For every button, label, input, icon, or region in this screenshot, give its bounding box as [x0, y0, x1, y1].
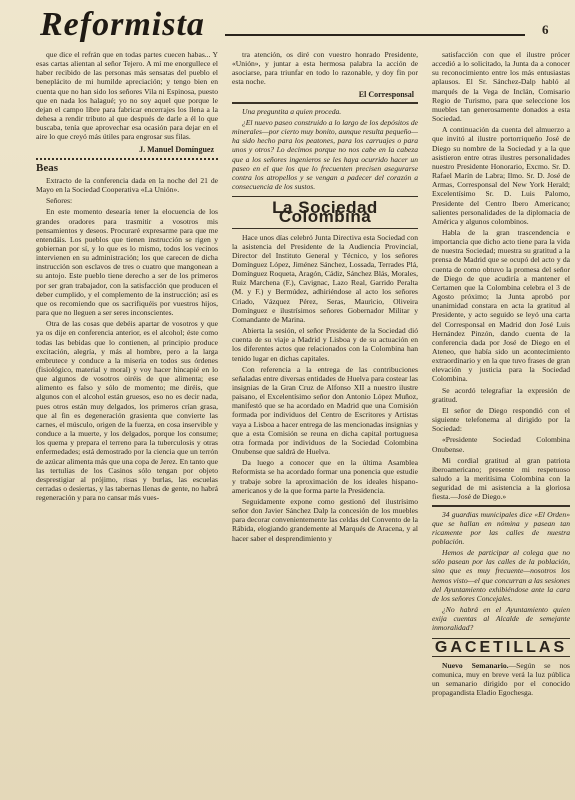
divider [432, 656, 570, 657]
col2-p1: tra atención, os diré con vuestro honrado Presidente, «Unión», y juntar a esta hermosa palabra la acción de asociarse, para triunfar en todo lo razonable, y doy fin por esta noche. [232, 50, 418, 87]
article-title-colombina: La Sociedad Colombina [272, 198, 378, 227]
column-3 [432, 50, 570, 795]
col3-p6: «Presidente Sociedad Colombina Onubense. [432, 435, 570, 454]
col2-p4: Con referencia a la entrega de las contribuciones señaladas entre diversas entidades de Huelva para costear las insignias de la Gran Cruz de Alfonso XII a nuestro ilustre paisano, el Excelentísimo señor don Antonio López Muñoz, manifestó que se ha acordado en Madrid que una Comisión formada por individuos del Centro de Escritores y Artistas vaya a Lisboa a hacer entrega de las mencionadas insignias y que a esta Comisión se reuna en dicha capital portuguesa otra formada por individuos de la Sociedad Colombina Onubense que saldrá de Huelva. [232, 364, 418, 457]
masthead-rule [225, 34, 525, 36]
column-2 [232, 50, 418, 795]
col2-signature: El Corresponsal [358, 89, 414, 99]
divider [232, 228, 418, 229]
col3-p2: A continuación da cuenta del almuerzo a que invitó al ilustre portorriqueño José de Diego su nombre de la Sociedad y a la que asistieron entre otras ilustres personalidades nuestro Presidente Honorario, Excmo. Sr. D. Rafael Marín de Labra; Ilmo. Sr. D. José de Armas, Corresponsal del New York Herald; Excelentísimo Sr. D. Luis Palomo, Presidente del Centro Ibero Americano; salientes personalidades de la diplomacia de América y algunos colombinos. [432, 125, 570, 226]
col1-signature: J. Manuel Domínguez [139, 144, 214, 154]
gacetilla-text: —Según se nos comunica, muy en breve verá la luz pública un semanario dirigido por el conocido propagandista Eladio Egochesga. [432, 660, 570, 698]
column-1 [36, 50, 218, 795]
col1-p1: Extracto de la conferencia dada en la noche del 21 de Mayo en la Sociedad Cooperativa «La Unión». [36, 175, 218, 195]
masthead [40, 6, 549, 54]
gacetilla-lead: Nuevo Semanario. [442, 660, 509, 670]
col2-p2: Hace unos días celebró Junta Directiva esta Sociedad con la asistencia del Presidente de la Audiencia Provincial, Director del Instituto General y Técnico, y los señores Domínguez López, Jiménez Sánchez, Lossada, Terrades Plá, Domínguez Roqueta, Aragón, Cádiz, Sánchez Blás, Morales, Ruiz Marchena (F.), Cavignac, Lazo Real, Garrido Peralta (M. y F.) y Bermúdez, adhiriéndose al acto los señores Criado, Vázquez Pérez, Seras, Mauricio, Oliveira Domínguez e ilustrísimos señores Gobernador Militar y Comandante de Marina. [232, 232, 418, 324]
col1-p4: Otra de las cosas que debéis apartar de vosotros y que ya os dije en conferencia anterior, es el alcohol; éste como todas las bebidas que lo contienen, al principio produce excitación, alegría, y más al hombre, pero a la larga embrutece y conduce a la miseria en todos sus órdenes (fisiológico, material y moral) y voy hacer hincapié en lo que algunos de vosotros oiréis de que alimenta; ese alimento es falso y sólo de momento; me diréis, que algunos con el alcohol están gruesos, eso no es decir nada, pues otros están muy delgados, los primeros crían grasa, que al fin es degeneración grasienta que convierte las carnes, el músculo, origen de la fuerza, en cosa inservible y conduce a la muerte, y los delgados, porque los consume; los quema y prepara el terreno para la tuberculosis y otras enfermedades; está demostrado por la ciencia que un terrón de azúcar alimenta más que una copa de Jerez. En tanto que las tertulias de los Casinos sólo tengan por objeto desprestigiar al prójimo, risas y burlas, las escuelas cerradas o desiertas, y las tabernas llenas de gente, no habrá regeneración y para no cansar más vues- [36, 319, 218, 503]
section-heading-beas: Beas [36, 161, 58, 174]
col3-p1: satisfacción con que el ilustre prócer accedió a lo solicitado, la Junta da a conocer su reconocimiento entre los más entusiastas aplausos. El Sr. Sánchez-Dalp habló al marqués de la Vega de Inclán, Comisario Regio de Turismo, para que seleccione los muebles tan generosamente donados a esta Sociedad. [432, 50, 570, 124]
col1-intro: que dice el refrán que en todas partes cuecen habas... Y esas cartas alientan al señor Tejero. A mí me enorgullece el haber recibido de las personas más sensatas del pueblo el beneplácito de mi humilde apreciación; y tengo bien en cuenta que no han sido los señores Vila ni Espinosa, puesto que en nada los halagué; yo no soy aquel que porque le dejan el campo libre para fabricar encerrajes los llena a la dehesa a rendir tributo al que después de darle a él lo que buscaba, tenía que aprovechar esa ocasión para dejar en el aire lo que creyó más útiles para engrosar sus filas. [36, 50, 218, 142]
col1-p3: En este momento desearía tener la elocuencia de los grandes oradores para trasmitir a vosotros mis pensamientos y deseos. Procuraré expresarme para que me entendáis. Los pueblos que tienen instrucción se rigen y gobiernan por sí, y lo que es lo mismo, todos los vecinos intervienen en su administración; los que carecen de dicha instrucción son esclavos de tres o cuatro que mangonean a su antojo. Este pueblo tiene derecho a ser de los primeros por ser gran trabajador, con la satisfacción que producen el deber cumplido, y el complemento de la instrucción; así es que os recomiendo que os sacrifiquéis por vuestros hijos, para que no lleguen a ser seres inconscientes. [36, 207, 218, 318]
gacetilla-item [432, 661, 570, 698]
guardias-text-2: Hemos de participar al colega que no sólo pasean por las calles de la población, sino que es muy frecuente—nosotros los hemos visto—el que concurran a las sesiones del Ayuntamiento exhibiéndose ante la cara de los señores Concejales. [432, 548, 570, 603]
preguntita-title: Una preguntita a quien proceda. [242, 106, 342, 116]
col1-p2: Señores: [46, 196, 73, 206]
divider [36, 158, 218, 160]
col3-p3: Habla de la gran trascendencia e importancia que dicho acto tiene para la vida de nuestra Sociedad; muestra su gratitud a la prensa de Madrid que se ocupó del acto y da cuenta de como obtuvo la promesa del señor de Diego de que acudiría a mantener el Certamen que la Colombina celebra el 3 de Agosto próximo; la Junta aprobó por unanimidad constara en acta la gratitud al Presidente, y acto seguido se leyó una carta del Corresponsal en Madrid don José Luis Hernández Pinzón, dando cuenta de la conferencia dada por José de Diego en el Ateneo, que había sido un acontecimiento extraordinario y en la que tuvo frases de gran elevación y justicia para la Sociedad Colombina. [432, 227, 570, 384]
col3-p7: Mi cordial gratitud al gran patriota iberoamericano; presente mi respetuoso saludo a la meritísima Colombina con la seguridad de mi asistencia a la gloriosa fiesta.—José de Diego.» [432, 455, 570, 502]
gacetillas-heading: GACETILLAS [434, 638, 568, 656]
col3-p5: El señor de Diego respondió con el siguiente telefonema al dirigido por la Sociedad: [432, 405, 570, 434]
col2-p6: Seguidamente expone como gestionó del ilustrísimo señor don Javier Sánchez Dalp la concesión de los muebles para decorar convenientemente las celdas del Convento de la Rábida, elogiando grandemente al Marqués de Aracena, y al hacer saber el desprendimiento y [232, 496, 418, 543]
preguntita-box [232, 102, 418, 197]
guardias-text: 34 guardias municipales dice «El Orden» que se hallan en nómina y pasean tan ricamente por las calles de nuestra población. [432, 509, 570, 546]
masthead-title: Reformista [40, 6, 205, 43]
col2-p5: Da luego a conocer que en la última Asamblea Reformista se ha acordado formar una ponencia que estudie y trabaje sobre la aproximación de los ideales hispano-americanos y de la que forma parte la Presidencia. [232, 458, 418, 495]
guardias-text-3: ¿No habrá en el Ayuntamiento quien exija cuentas al Alcalde de semejante inmoralidad? [432, 605, 570, 633]
col2-p3: Abierta la sesión, el señor Presidente de la Sociedad dió cuenta de su viaje a Madrid y Lisboa y de su actuación en los diferentes actos que relacionados con la Colombina han tenido lugar en dichas capitales. [232, 326, 418, 363]
page-number: 6 [542, 22, 549, 37]
guardias-box [432, 505, 570, 639]
col3-p4: Se acordó telegrafiar la expresión de gratitud. [432, 385, 570, 404]
preguntita-text: ¿El nuevo paseo construido a lo largo de los depósitos de minerales—por cierto muy bonito, aunque resulta pequeño—ha sido hecho para los peatones, para los carruajes o para unos y otros? Lo decimos porque no nos cabe en la cabeza que a los señores ingenieros se les haya ocurrido hacer un paseo en el que los que lo frecuenten precisen asegurarse contra los atropellos y se vengan a padecer del corazón a consecuencia de los sustos. [232, 117, 418, 192]
